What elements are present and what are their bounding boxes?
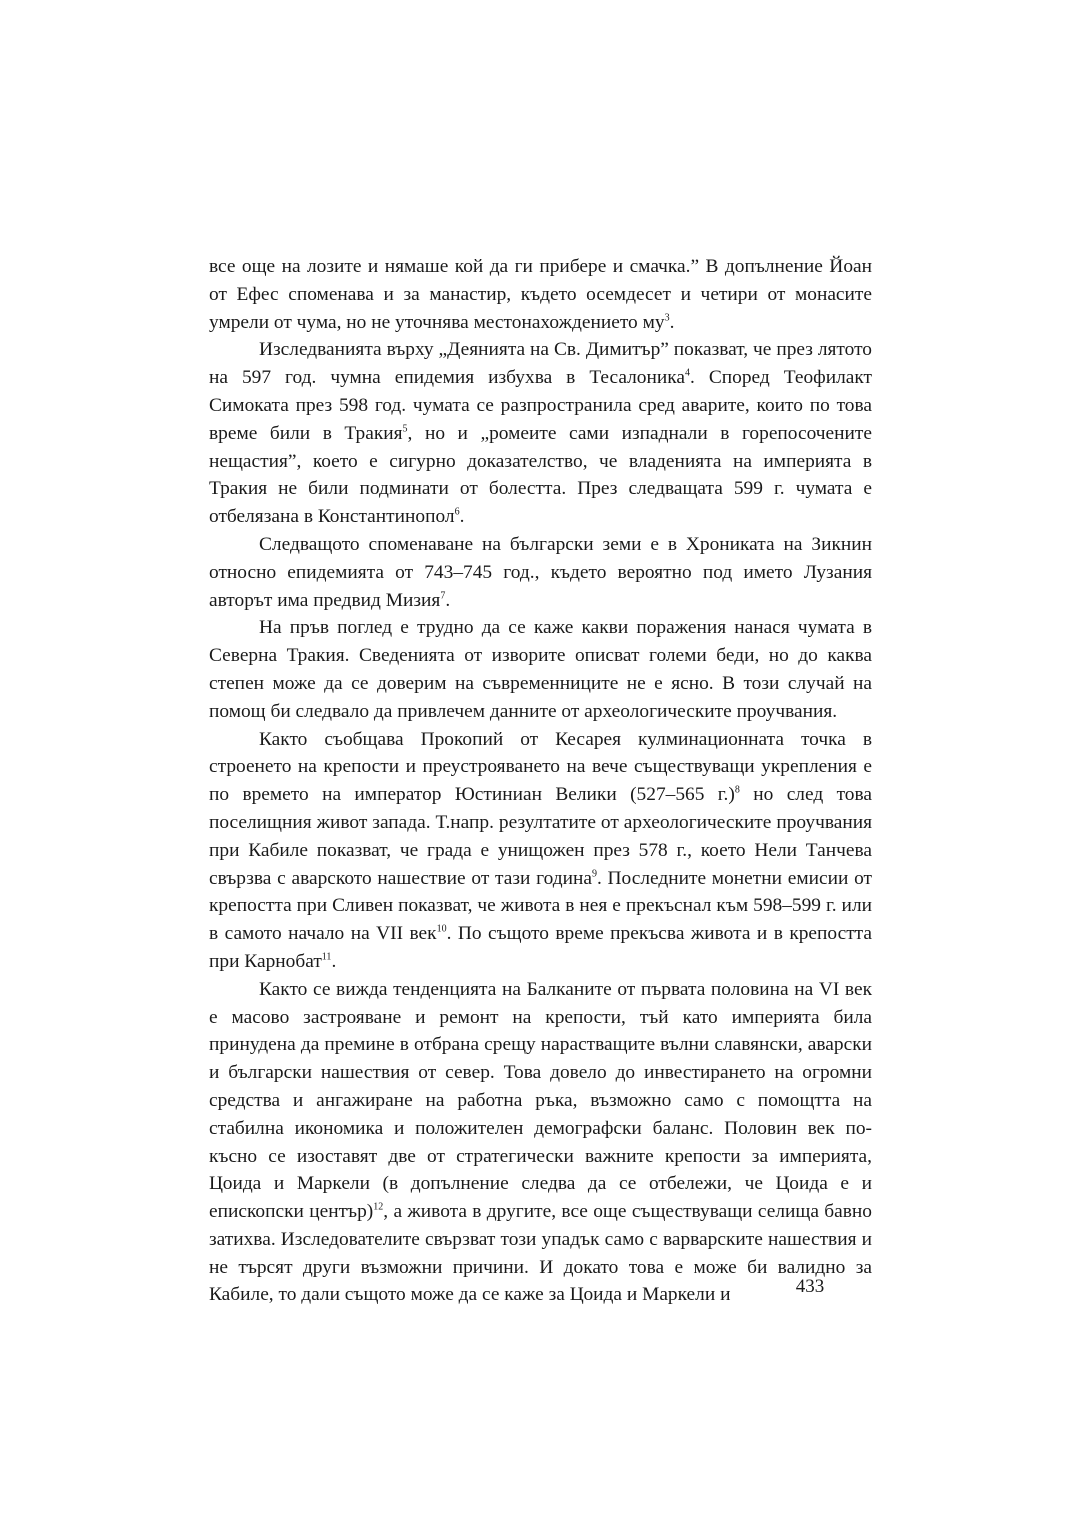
footnote-ref: 9 [591, 868, 597, 880]
footnote-ref: 10 [436, 923, 447, 935]
text-segment: . [669, 311, 675, 333]
footnote-ref: 8 [734, 784, 740, 796]
text-segment: . [445, 589, 451, 611]
body-text [209, 253, 872, 1309]
text-segment: . Според Теофилакт Симоката през 598 год. чумата се разпространила сред аварите, които по това време били в Тракия [209, 367, 872, 444]
text-segment: Изследванията върху „Деянията на Св. Димитър” показват, че през лятото на 597 год. чумна епидемия избухва в Тесалоника [209, 339, 872, 389]
paragraph [209, 336, 872, 531]
text-segment: , а живота в другите, все още съществуващи селища бавно затихва. Изследователите свързват този упадък само с варварските нашествия и не търсят други възможни причини. И докато това е може би валидно за Кабиле, то дали същото може да се каже за Цоида и Маркели и [209, 1201, 872, 1306]
text-segment: все още на лозите и нямаше кой да ги прибере и смачка.” В допълнение Йоан от Ефес споменава и за манастир, където осемдесет и четири от монасите умрели от чума, но не уточнява местонахождението му [209, 256, 872, 333]
text-segment: , но и „ромеите сами изпаднали в горепосочените нещастия”, което е сигурно доказателство, че владенията на империята в Тракия не били подминати от болестта. През следващата 599 г. чумата е отбелязана в Константинопол [209, 422, 872, 528]
text-segment: . Последните монетни емисии от крепостта при Сливен показват, че живота в нея е прекъснал към 598–599 г. или в самото начало на VII век [209, 867, 872, 945]
text-segment: Следващото споменаване на български земи е в Хрониката на Зикнин относно епидемията от 743–745 год., където вероятно под името Лузания авторът има предвид Мизия [209, 533, 872, 611]
footnote-ref: 7 [440, 590, 446, 602]
paragraph [209, 253, 872, 336]
text-segment: . По същото време прекъсва живота и в крепостта при Карнобат [209, 923, 872, 972]
paragraph [209, 726, 872, 976]
text-segment: но след това поселищния живот запада. Т.напр. резултатите от археологическите проучвания при Кабиле показват, че града е унищожен през 578 г., което Нели Танчева свързва с аварското нашествие от тази година [209, 784, 872, 889]
footnote-ref: 6 [454, 506, 460, 518]
text-segment: Както съобщава Прокопий от Кесарея кулминационната точка в строенето на крепости и преустрояването на вече съществуващи укрепления е по времето на император Юстиниан Велики (527–565 г.) [209, 728, 872, 806]
paragraph [209, 531, 872, 614]
text-segment: . [459, 506, 465, 528]
page-number: 433 [795, 1276, 825, 1297]
paragraph [209, 614, 872, 725]
footnote-ref: 3 [664, 312, 670, 324]
footnote-ref: 4 [685, 367, 690, 379]
footnote-ref: 11 [321, 951, 332, 963]
footnote-ref: 5 [402, 423, 408, 435]
text-segment: Както се вижда тенденцията на Балканите от първата половина на VI век е масово застрояване и ремонт на крепости, тъй като империята била принудена да премине в отбрана срещу нарастващите вълни славянски, аварски и български нашествия от север. Това довело до инвестирането на огромни средства и ангажиране на работна ръка, възможно само с помощтта на стабилна икономика и положителен демографски баланс. Половин век по-късно се изоставят две от стратегически важните крепости за империята, Цоида и Маркели (в допълнение следва да се отбележи, че Цоида е и епископски център) [209, 978, 872, 1223]
text-segment: . [331, 950, 337, 972]
text-segment: На пръв поглед е трудно да се каже какви поражения нанася чумата в Северна Тракия. Сведенията от изворите описват големи беди, но до каква степен може да се доверим на съвременниците не е ясно. В този случай на помощ би следвало да привлечем данните от археологическите проучвания. [209, 617, 872, 722]
footnote-ref: 12 [373, 1201, 384, 1213]
paragraph [209, 976, 872, 1310]
